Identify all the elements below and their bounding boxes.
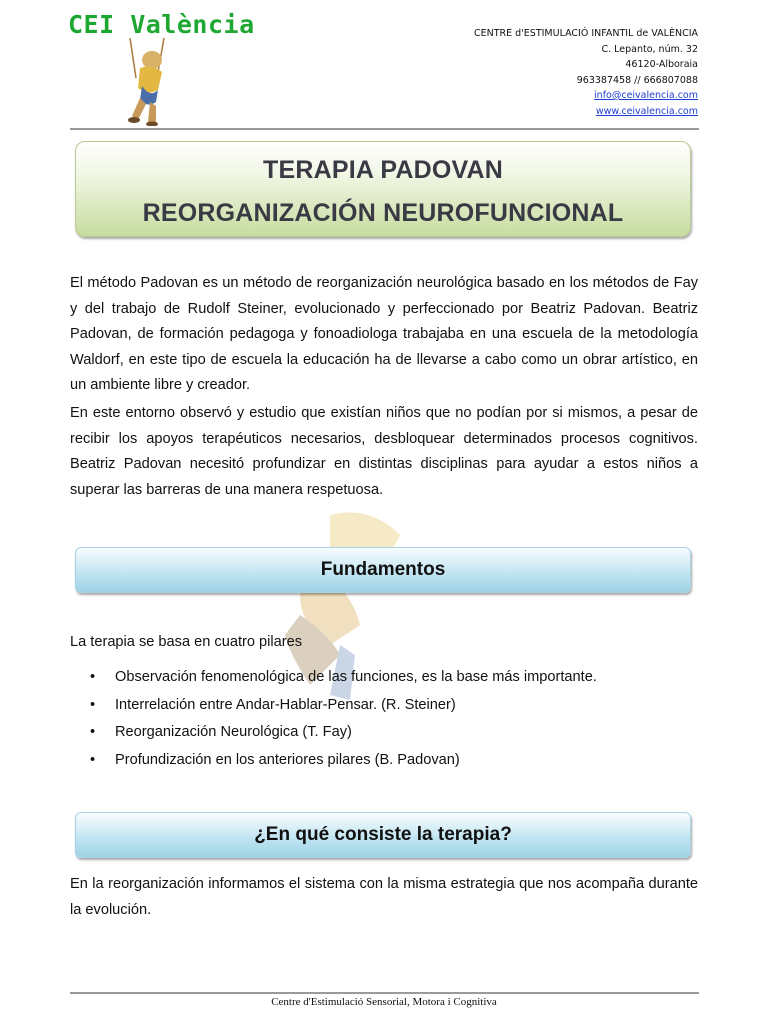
intro-paragraph-1: El método Padovan es un método de reorganización neurológica basado en los métodos de Fay y del trabajo de Rudolf Steiner, evolucionado y perfeccionado por Beatriz Padovan. Beatriz Padovan, de formación pedagoga y fonoadiologa trabajaba en una escuela de la metodología Waldorf, en este tipo de escuela la educación ha de llevarse a cabo como un obrar artístico, en un ambiente libre y creador. [70, 275, 698, 393]
page-footer: Centre d'Estimulació Sensorial, Motora i Cognitiva [271, 996, 497, 1008]
list-item-text: Interrelación entre Andar-Hablar-Pensar. (R. Steiner) [115, 696, 456, 713]
contact-block [474, 26, 698, 119]
logo-text: CEI València [68, 10, 255, 39]
list-item [70, 664, 597, 692]
title-banner [75, 141, 691, 237]
list-item [70, 692, 597, 720]
footer-divider [70, 992, 699, 994]
phone-numbers: 963387458 // 666807088 [576, 74, 698, 86]
org-name: CENTRE d'ESTIMULACIÓ INFANTIL de VALÈNCIA [473, 28, 698, 39]
address-street: C. Lepanto, núm. 32 [601, 43, 698, 55]
list-item-text: Observación fenomenológica de las funciones, es la base más importante. [115, 669, 597, 685]
intro-paragraph-2: En este entorno observó y estudio que existían niños que no podían por si mismos, a pesar de recibir los apoyos terapéuticos necesarios, desbloquear determinados procesos cognitivos. Beatriz Padovan necesitó profundizar en distintas disciplinas para ayudar a estos niños a superar las barreras de una manera respetuosa. [70, 405, 698, 498]
pillars-intro: La terapia se basa en cuatro pilares [70, 634, 303, 650]
website-link[interactable]: www.ceivalencia.com [595, 105, 698, 117]
page-subtitle: REORGANIZACIÓN NEUROFUNCIONAL [142, 199, 624, 227]
bullet-icon: • [90, 751, 96, 768]
list-item-text: Profundización en los anteriores pilares (B. Padovan) [115, 751, 460, 768]
pillars-list [70, 664, 597, 774]
section-heading-consiste: ¿En qué consiste la terapia? [75, 812, 691, 858]
bullet-icon: • [90, 724, 96, 740]
address-city: 46120-Alboraia [625, 59, 698, 70]
list-item [70, 747, 597, 775]
email-link[interactable]: info@ceivalencia.com [594, 90, 698, 101]
page-title: TERAPIA PADOVAN [262, 156, 504, 184]
bullet-icon: • [90, 696, 96, 713]
bullet-icon: • [90, 669, 96, 685]
list-item [70, 719, 597, 747]
section-heading-fundamentos: Fundamentos [75, 547, 691, 593]
child-on-swing-logo-icon [112, 38, 182, 126]
header-divider [70, 128, 699, 130]
consiste-paragraph: En la reorganización informamos el sistema con la misma estrategia que nos acompaña durante la evolución. [70, 876, 698, 918]
list-item-text: Reorganización Neurológica (T. Fay) [115, 724, 352, 740]
